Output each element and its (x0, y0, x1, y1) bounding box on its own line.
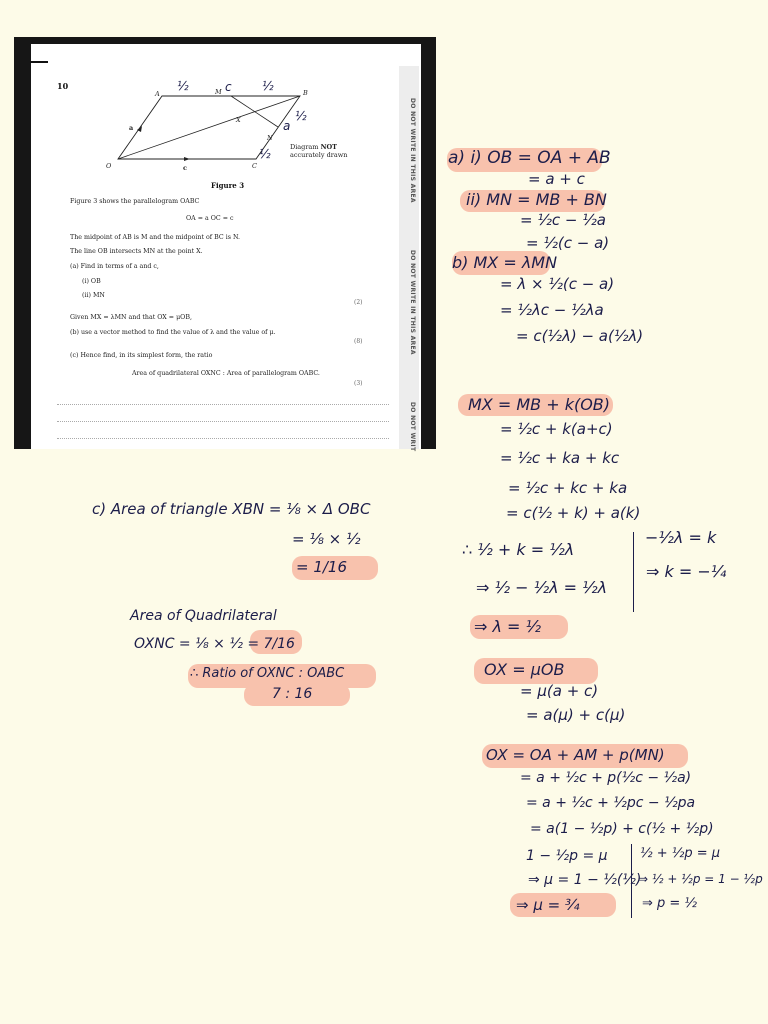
annot-half-nc: ½ (259, 147, 271, 161)
label-O: O (106, 162, 112, 170)
hw-c-3: = 1/16 (296, 558, 348, 576)
hw-b-1: b) MX = λMN (452, 253, 558, 272)
hw-ox-6: = a + ½c + ½pc − ½pa (526, 795, 696, 811)
label-N: N (267, 134, 273, 142)
hw-mu-1: 1 − ½p = μ (526, 848, 608, 864)
hw-eq-side-1: −½λ = k (645, 528, 717, 547)
answer-line-3 (57, 438, 389, 439)
divider-p (631, 844, 632, 918)
figure-caption: Figure 3 (211, 181, 245, 190)
page-edge-mark (30, 61, 48, 63)
hw-ox-1: OX = μOB (484, 660, 565, 679)
part-a-ii-text: (ii) MN (82, 292, 105, 299)
hw-a-i: a) i) OB = OA + AB (448, 148, 611, 168)
hw-ratio-2: 7 : 16 (272, 686, 313, 702)
answer-line-1 (57, 404, 389, 405)
mark-a: (2) (354, 299, 363, 306)
question-intro: Figure 3 shows the parallelogram OABC (70, 198, 200, 205)
ratio-line: Area of quadrilateral OXNC : Area of parallelogram OABC. (132, 370, 320, 377)
margin-warning-2: DO NOT WRITE IN THIS AREA (409, 250, 416, 355)
hw-ox-7: = a(1 − ½p) + c(½ + ½p) (530, 821, 714, 837)
hw-eq-1: ∴ ½ + k = ½λ (462, 540, 575, 559)
hw-mx-4: = ½c + kc + ka (508, 479, 628, 497)
hw-mu-3: ⇒ μ = ¾ (516, 896, 580, 914)
hw-a-ii: ii) MN = MB + BN (466, 190, 607, 209)
diagram-note (290, 143, 348, 159)
hw-a-ii-3: = ½(c − a) (526, 234, 610, 252)
diagram-note-not: NOT (320, 143, 338, 151)
label-M: M (215, 88, 222, 96)
answer-line-2 (57, 421, 389, 422)
label-a: a (129, 124, 134, 132)
label-c: c (183, 164, 187, 172)
label-X: X (236, 116, 241, 124)
hw-b-2: = λ × ½(c − a) (500, 275, 615, 293)
part-c-text: (c) Hence find, in its simplest form, the ratio (70, 352, 213, 359)
hw-mu-side-3: ⇒ p = ½ (642, 896, 698, 911)
hw-mu-2: ⇒ μ = 1 − ½(½) (528, 872, 642, 888)
parallelogram-diagram (95, 78, 325, 178)
hw-ox-3: = a(μ) + c(μ) (526, 706, 626, 724)
mark-b: (8) (354, 338, 363, 345)
hw-mx-2: = ½c + k(a+c) (500, 420, 613, 438)
intersect-text: The line OB intersects MN at the point X. (70, 248, 203, 255)
mark-c: (3) (354, 380, 363, 387)
part-b-text: (b) use a vector method to find the value of λ and the value of μ. (70, 329, 276, 336)
question-number: 10 (57, 81, 69, 91)
hw-a-i-2: = a + c (528, 170, 585, 188)
hw-ox-5: = a + ½c + p(½c − ½a) (520, 770, 692, 786)
hw-mx-5: = c(½ + k) + a(k) (506, 504, 641, 522)
annot-c-top: c (225, 80, 232, 94)
annot-a-side: a (283, 119, 291, 133)
part-a-text: (a) Find in terms of a and c, (70, 263, 159, 270)
label-C: C (252, 162, 257, 170)
hw-a-ii-2: = ½c − ½a (520, 211, 606, 229)
annot-half-am: ½ (177, 79, 189, 93)
hw-quad-2: OXNC = ⅛ × ½ = 7/16 (134, 636, 295, 652)
label-B: B (303, 89, 308, 97)
annot-half-bn: ½ (295, 109, 307, 123)
part-a-i-text: (i) OB (82, 278, 101, 285)
given-text: Given MX = λMN and that OX = μOB, (70, 314, 192, 321)
hw-mu-side-1: ½ + ½p = μ (640, 846, 721, 861)
hw-c-1: c) Area of triangle XBN = ⅛ × Δ OBC (92, 500, 371, 518)
hw-mx-1: MX = MB + k(OB) (468, 395, 611, 414)
margin-warning-1: DO NOT WRITE IN THIS AREA (409, 98, 416, 203)
hw-ox-2: = μ(a + c) (520, 682, 599, 700)
given-vectors: OA = a OC = c (186, 215, 234, 222)
diagram-note-line2: accurately drawn (290, 151, 348, 160)
divider-k (633, 532, 634, 612)
hw-c-2: = ⅛ × ½ (292, 530, 361, 548)
hw-lambda: ⇒ λ = ½ (474, 617, 542, 636)
hw-ox-4: OX = OA + AM + p(MN) (486, 746, 665, 764)
diagram-note-prefix: Diagram (290, 143, 319, 151)
hw-b-4: = c(½λ) − a(½λ) (516, 327, 644, 345)
hw-b-3: = ½λc − ½λa (500, 301, 604, 319)
midpoints-text: The midpoint of AB is M and the midpoint of BC is N. (70, 234, 241, 241)
margin-warning-3: DO NOT WRIT (409, 402, 416, 452)
hw-quad-1: Area of Quadrilateral (130, 608, 277, 624)
hw-ratio-1: ∴ Ratio of OXNC : OABC (190, 666, 345, 681)
hw-eq-2: ⇒ ½ − ½λ = ½λ (476, 578, 608, 597)
annot-half-mb: ½ (262, 79, 274, 93)
hw-mu-side-2: ⇒ ½ + ½p = 1 − ½p (638, 872, 763, 886)
hw-mx-3: = ½c + ka + kc (500, 449, 620, 467)
hw-eq-side-2: ⇒ k = −¼ (646, 562, 727, 581)
arrow-oc (184, 157, 190, 161)
label-A: A (155, 90, 160, 98)
